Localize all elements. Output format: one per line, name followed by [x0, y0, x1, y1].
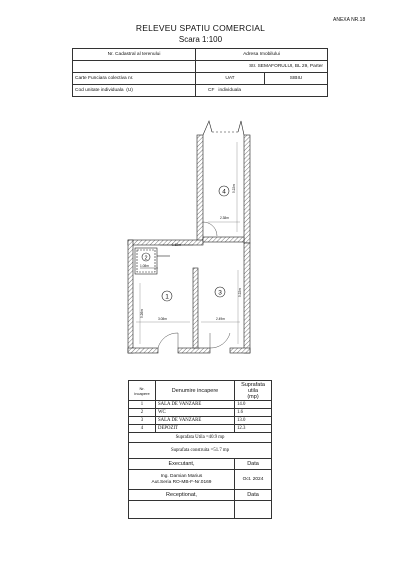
annex-number: ANEXA NR.18 — [333, 17, 366, 23]
engineer-authorization: Aut.Seria RO-MB-F-Nr.0169 — [151, 479, 212, 485]
wall-r4-bottom — [203, 237, 244, 242]
uat-value: SIBIU — [265, 73, 328, 85]
door-swing-2 — [210, 333, 230, 348]
wall-bottom-1 — [128, 348, 158, 353]
unit-code-suffix: (U) — [126, 88, 133, 93]
wall-left — [128, 240, 133, 353]
wall-right — [244, 243, 250, 353]
receptionat-label: Receptionat, — [129, 490, 235, 501]
door-swing-1 — [158, 333, 178, 348]
wall-r4-left — [197, 135, 203, 243]
row-4-nr: 4 — [129, 425, 156, 433]
rooms-table — [128, 380, 272, 519]
dim-r1-height: 5.26m — [140, 309, 144, 318]
room-3-number: 3 — [218, 289, 222, 297]
dim-r1-width: 3.08m — [158, 317, 167, 321]
header-nr-line1: Nr. — [139, 385, 145, 391]
header-nr — [129, 381, 156, 401]
wall-bottom-3 — [230, 348, 250, 353]
row-1-nr: 1 — [129, 401, 156, 409]
date-label: Data — [235, 459, 272, 470]
header-nr-line2: incapere — [134, 390, 150, 396]
row-1-name: SALA DE VANZARE — [156, 401, 235, 409]
header-area-line1: Suprafata utila — [241, 381, 265, 394]
unit-code-text: Cod unitate individuala — [75, 88, 124, 93]
uat-label: UAT — [196, 73, 265, 85]
address-value: Str. SEMAFORULUI, BL 29, Parter — [196, 61, 328, 73]
dim-r4-width: 2.38m — [220, 216, 229, 220]
dim-r4-height: 5.22m — [232, 184, 236, 193]
room-2-number: 2 — [144, 255, 148, 262]
cf-individual-label: CF — [208, 88, 215, 93]
date-value: Oct. 2024 — [235, 470, 272, 490]
header-area — [235, 381, 272, 401]
wall-top-left — [128, 240, 203, 245]
built-area: Suprafata construita =51.7 mp — [129, 443, 272, 459]
wall-r4-right — [244, 135, 250, 243]
cadastral-label: Nr. Cadastral al terenului — [73, 49, 196, 61]
receptionat-date — [235, 501, 272, 519]
wall-bottom-2 — [178, 348, 210, 353]
row-4-name: DEPOZIT — [156, 425, 235, 433]
cf-individual-value: individuala — [218, 88, 242, 93]
header-name: Denumire incapere — [156, 381, 235, 401]
engineer-cell — [129, 470, 235, 490]
wall-r1-r3 — [193, 268, 198, 348]
executant-label: Executant, — [129, 459, 235, 470]
row-4-area: 12.3 — [235, 425, 272, 433]
dim-r3-width: 2.49m — [216, 317, 225, 321]
useful-area: Suprafata Utila =40.9 mp — [129, 433, 272, 443]
row-3-nr: 3 — [129, 417, 156, 425]
date-label-2: Data — [235, 490, 272, 501]
door-swing-4 — [203, 222, 217, 236]
row-2-name: WC — [156, 409, 235, 417]
room-4-number: 4 — [222, 188, 226, 196]
dim-r3-height: 5.22m — [238, 288, 242, 297]
header-area-line2: (mp) — [247, 393, 259, 400]
row-2-area: 1.6 — [235, 409, 272, 417]
row-3-area: 13.0 — [235, 417, 272, 425]
room-1-number: 1 — [165, 293, 169, 301]
engineer-name: Ing. Damian Marius — [160, 473, 203, 479]
address-label: Adresa Imobilului — [196, 49, 328, 61]
dim-r2-width: 1.08m — [140, 264, 149, 268]
page-title: RELEVEU SPATIU COMERCIAL — [135, 23, 266, 33]
row-1-area: 14.0 — [235, 401, 272, 409]
cf-collective-label: Carte Funciara colectiva nr. — [73, 73, 196, 85]
dim-corridor: 1.62m — [172, 243, 181, 247]
row-3-name: SALA DE VANZARE — [156, 417, 235, 425]
scale-label: Scara 1:100 — [178, 35, 223, 44]
row-2-nr: 2 — [129, 409, 156, 417]
receptionat-signature — [129, 501, 235, 519]
